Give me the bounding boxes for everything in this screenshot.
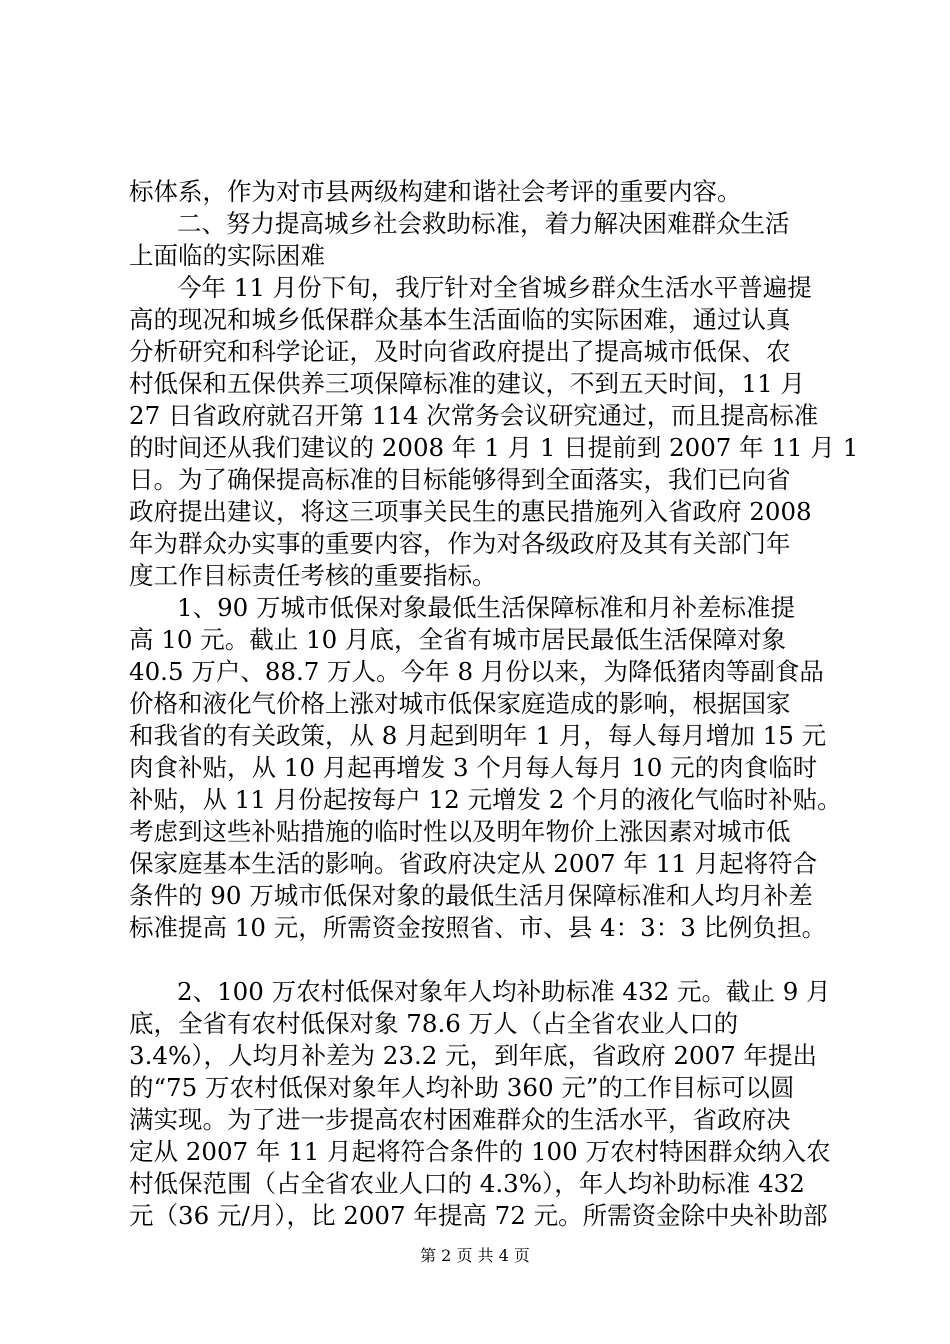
text-line: 1、90 万城市低保对象最低生活保障标准和月补差标准提	[177, 593, 796, 622]
text-line: 村低保和五保供养三项保障标准的建议，不到五天时间，11 月	[129, 369, 805, 398]
text-line: 底，全省有农村低保对象 78.6 万人（占全省农业人口的	[129, 1009, 739, 1038]
text-line: 政府提出建议，将这三项事关民生的惠民措施列入省政府 2008	[129, 497, 812, 526]
text-line: 今年 11 月份下旬，我厅针对全省城乡群众生活水平普遍提	[177, 273, 812, 302]
text-line: 的“75 万农村低保对象年人均补助 360 元”的工作目标可以圆	[129, 1073, 795, 1102]
text-line: 考虑到这些补贴措施的临时性以及明年物价上涨因素对城市低	[129, 817, 791, 846]
text-line: 的时间还从我们建议的 2008 年 1 月 1 日提前到 2007 年 11 月 1	[129, 433, 859, 462]
text-line: 条件的 90 万城市低保对象的最低生活月保障标准和人均月补差	[129, 881, 813, 910]
text-line: 高的现况和城乡低保群众基本生活面临的实际困难，通过认真	[129, 305, 791, 334]
text-line: 标体系，作为对市县两级构建和谐社会考评的重要内容。	[129, 177, 742, 206]
text-line: 40.5 万户、88.7 万人。今年 8 月份以来，为降低猪肉等副食品	[129, 657, 824, 686]
text-line: 和我省的有关政策，从 8 月起到明年 1 月，每人每月增加 15 元	[129, 721, 827, 750]
text-line: 价格和液化气价格上涨对城市低保家庭造成的影响，根据国家	[129, 689, 791, 718]
text-line: 度工作目标责任考核的重要指标。	[129, 561, 497, 590]
text-line: 补贴，从 11 月份起按每户 12 元增发 2 个月的液化气临时补贴。	[129, 785, 842, 814]
text-line: 村低保范围（占全省农业人口的 4.3%），年人均补助标准 432	[129, 1169, 805, 1198]
text-line: 27 日省政府就召开第 114 次常务会议研究通过，而且提高标准	[129, 401, 819, 430]
text-line: 满实现。为了进一步提高农村困难群众的生活水平，省政府决	[129, 1105, 791, 1134]
text-line: 元（36 元/月），比 2007 年提高 72 元。所需资金除中央补助部	[129, 1201, 828, 1230]
text-line: 高 10 元。截止 10 月底，全省有城市居民最低生活保障对象	[129, 625, 786, 654]
text-line: 定从 2007 年 11 月起将符合条件的 100 万农村特困群众纳入农	[129, 1137, 831, 1166]
text-line: 分析研究和科学论证，及时向省政府提出了提高城市低保、农	[129, 337, 791, 366]
text-line: 肉食补贴，从 10 月起再增发 3 个月每人每月 10 元的肉食临时	[129, 753, 818, 782]
text-line: 标准提高 10 元，所需资金按照省、市、县 4：3：3 比例负担。	[129, 913, 827, 942]
text-line: 2、100 万农村低保对象年人均补助标准 432 元。截止 9 月	[177, 977, 831, 1006]
text-line: 3.4%），人均月补差为 23.2 元，到年底，省政府 2007 年提出	[129, 1041, 818, 1070]
text-line: 保家庭基本生活的影响。省政府决定从 2007 年 11 月起将符合	[129, 849, 818, 878]
page-number-footer: 第 2 页 共 4 页	[420, 1246, 530, 1265]
text-line: 日。为了确保提高标准的目标能够得到全面落实，我们已向省	[129, 465, 791, 494]
text-line: 年为群众办实事的重要内容，作为对各级政府及其有关部门年	[129, 529, 791, 558]
section-heading-continued: 上面临的实际困难	[129, 241, 325, 270]
section-heading: 二、努力提高城乡社会救助标准，着力解决困难群众生活	[177, 209, 790, 238]
